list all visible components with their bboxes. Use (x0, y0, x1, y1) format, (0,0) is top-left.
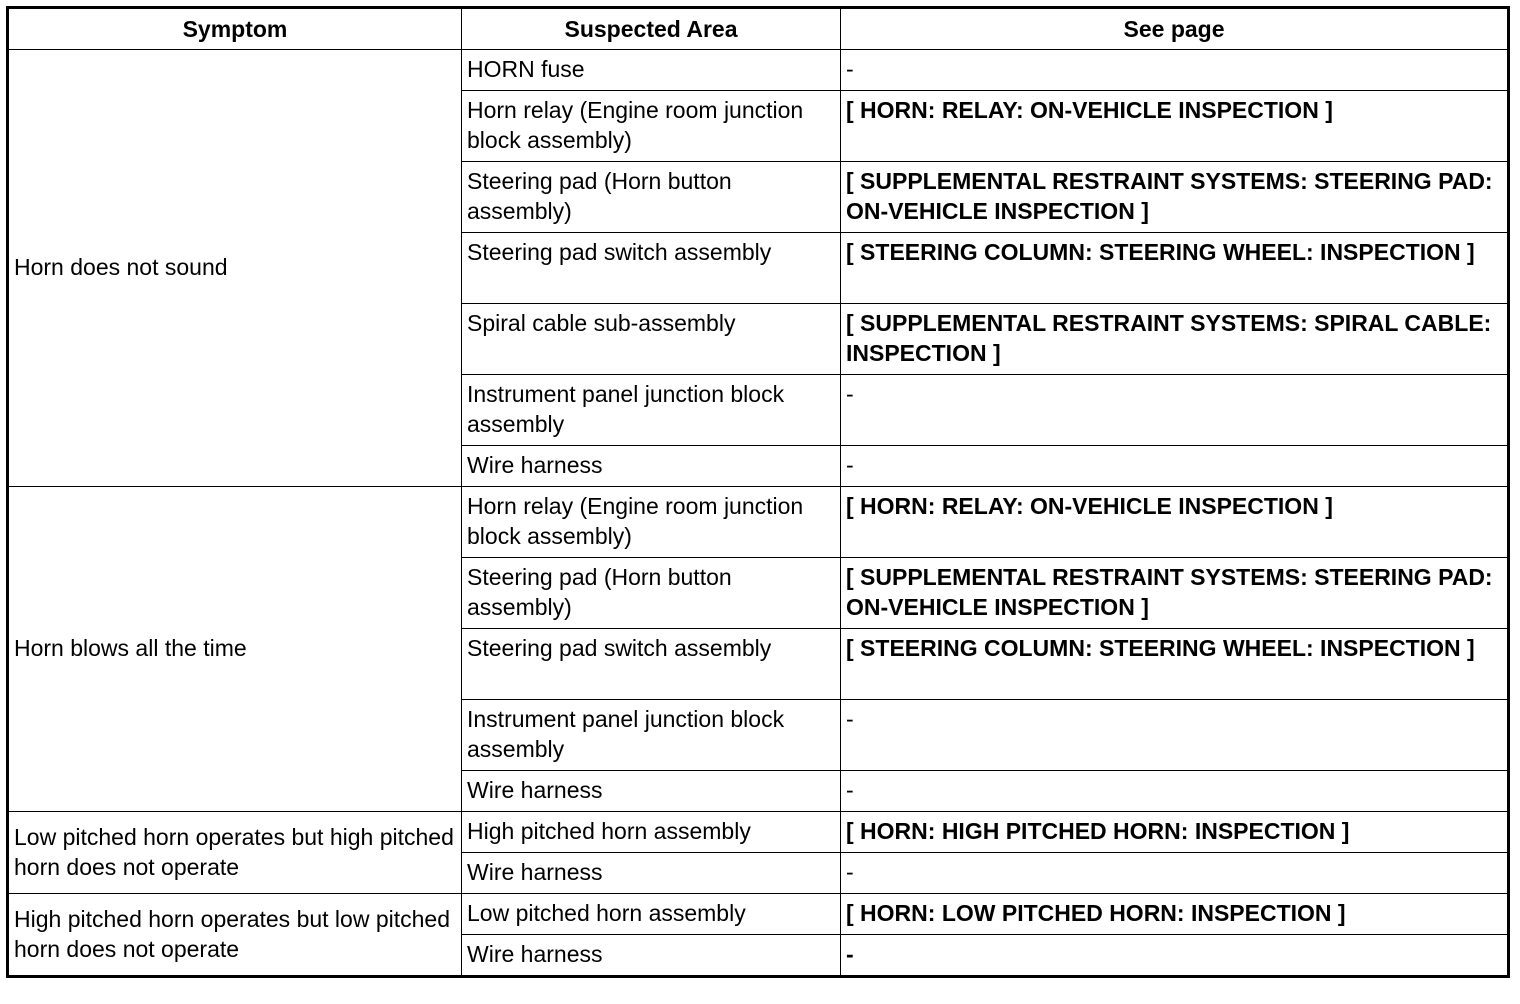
see-page-link[interactable]: [ SUPPLEMENTAL RESTRAINT SYSTEMS: STEERING PAD: ON-VEHICLE INSPECTION ] (841, 162, 1509, 233)
suspected-area-cell: Horn relay (Engine room junction block assembly) (462, 91, 841, 162)
see-page-link[interactable]: [ STEERING COLUMN: STEERING WHEEL: INSPECTION ] (841, 233, 1509, 304)
suspected-area-cell: Wire harness (462, 771, 841, 812)
see-page-cell: - (841, 446, 1509, 487)
header-symptom: Symptom (8, 8, 462, 50)
see-page-cell: - (841, 771, 1509, 812)
suspected-area-cell: Horn relay (Engine room junction block assembly) (462, 487, 841, 558)
see-page-cell: - (841, 853, 1509, 894)
suspected-area-cell: Instrument panel junction block assembly (462, 700, 841, 771)
table-row (8, 894, 1509, 935)
problem-symptoms-table (6, 6, 1510, 978)
see-page-cell: - (841, 50, 1509, 91)
suspected-area-cell: Steering pad (Horn button assembly) (462, 162, 841, 233)
table-row (8, 812, 1509, 853)
symptom-cell: Horn does not sound (8, 50, 462, 487)
suspected-area-cell: Steering pad switch assembly (462, 629, 841, 700)
see-page-link[interactable]: [ HORN: HIGH PITCHED HORN: INSPECTION ] (841, 812, 1509, 853)
suspected-area-cell: Wire harness (462, 853, 841, 894)
see-page-cell: - (841, 375, 1509, 446)
see-page-link[interactable]: [ STEERING COLUMN: STEERING WHEEL: INSPECTION ] (841, 629, 1509, 700)
header-row (8, 8, 1509, 50)
see-page-link[interactable]: [ HORN: RELAY: ON-VEHICLE INSPECTION ] (841, 487, 1509, 558)
see-page-link[interactable]: [ HORN: RELAY: ON-VEHICLE INSPECTION ] (841, 91, 1509, 162)
suspected-area-cell: Wire harness (462, 935, 841, 977)
suspected-area-cell: High pitched horn assembly (462, 812, 841, 853)
suspected-area-cell: Wire harness (462, 446, 841, 487)
see-page-link[interactable]: [ SUPPLEMENTAL RESTRAINT SYSTEMS: SPIRAL CABLE: INSPECTION ] (841, 304, 1509, 375)
symptom-cell: Horn blows all the time (8, 487, 462, 812)
header-see-page: See page (841, 8, 1509, 50)
symptom-cell: High pitched horn operates but low pitched horn does not operate (8, 894, 462, 977)
table-row (8, 50, 1509, 91)
table-row (8, 487, 1509, 558)
suspected-area-cell: Spiral cable sub-assembly (462, 304, 841, 375)
suspected-area-cell: Steering pad (Horn button assembly) (462, 558, 841, 629)
see-page-cell: - (841, 700, 1509, 771)
suspected-area-cell: Low pitched horn assembly (462, 894, 841, 935)
header-suspected-area: Suspected Area (462, 8, 841, 50)
see-page-cell: - (841, 935, 1509, 977)
suspected-area-cell: Instrument panel junction block assembly (462, 375, 841, 446)
see-page-link[interactable]: [ HORN: LOW PITCHED HORN: INSPECTION ] (841, 894, 1509, 935)
symptom-cell: Low pitched horn operates but high pitched horn does not operate (8, 812, 462, 894)
suspected-area-cell: HORN fuse (462, 50, 841, 91)
see-page-link[interactable]: [ SUPPLEMENTAL RESTRAINT SYSTEMS: STEERING PAD: ON-VEHICLE INSPECTION ] (841, 558, 1509, 629)
suspected-area-cell: Steering pad switch assembly (462, 233, 841, 304)
